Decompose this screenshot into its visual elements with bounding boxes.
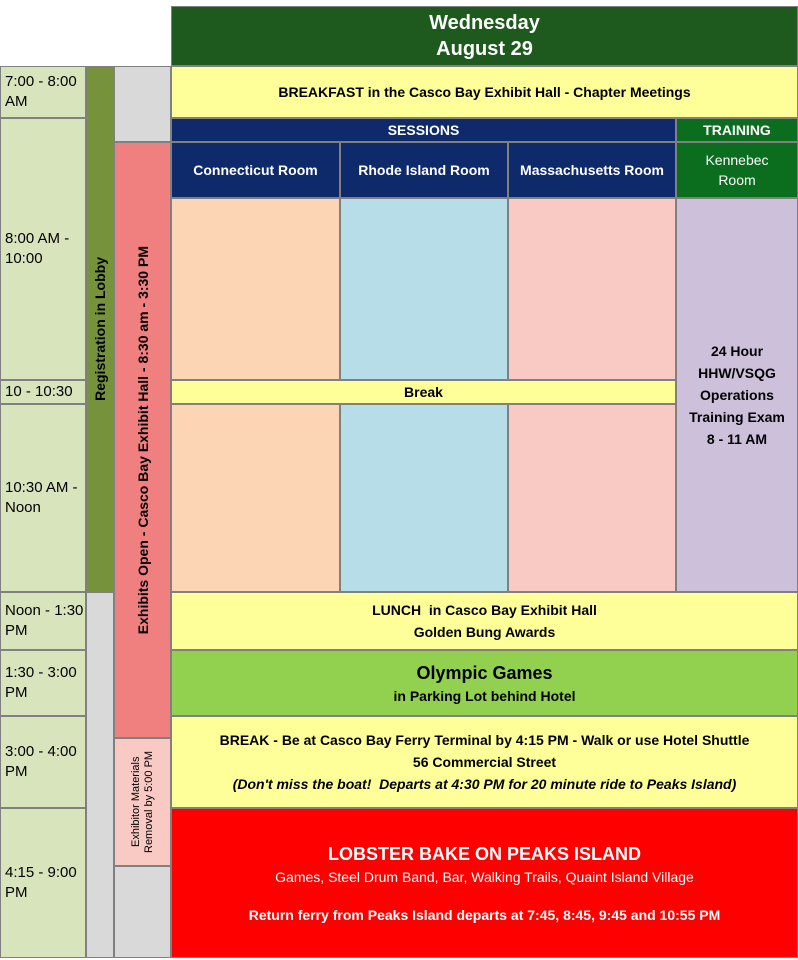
afternoon-break-line-1: BREAK - Be at Casco Bay Ferry Terminal by 4:15 PM - Walk or use Hotel Shuttle <box>219 732 750 748</box>
time-slot-break-afternoon: 3:00 - 4:00 PM <box>0 716 86 808</box>
room-rhode-island: Rhode Island Room <box>340 142 508 198</box>
room-kennebec-label: Kennebec Room <box>705 152 769 188</box>
lunch-line-1: LUNCH in Casco Bay Exhibit Hall <box>372 602 597 618</box>
olympic-row <box>171 650 798 716</box>
lobster-subtitle: Games, Steel Drum Band, Bar, Walking Trails, Quaint Island Village <box>275 869 694 885</box>
time-slot-break: 10 - 10:30 <box>0 380 86 404</box>
time-slot-late-morning: 10:30 AM - Noon <box>0 404 86 592</box>
registration-block <box>86 66 114 592</box>
lobster-title: LOBSTER BAKE ON PEAKS ISLAND <box>327 844 642 864</box>
registration-empty <box>86 592 114 958</box>
session-rhode-island-late <box>340 404 508 592</box>
afternoon-break-line-2: 56 Commercial Street <box>412 754 557 770</box>
lunch-line-2: Golden Bung Awards <box>413 624 556 640</box>
exhibits-gray-top <box>114 66 171 142</box>
day-header <box>171 6 798 66</box>
day-date: August 29 <box>436 38 533 60</box>
break-row: Break <box>171 380 676 404</box>
lunch-row <box>171 592 798 650</box>
session-massachusetts-morning <box>508 198 676 380</box>
sessions-header: SESSIONS <box>171 118 676 142</box>
exhibits-block <box>114 142 171 738</box>
training-header: TRAINING <box>676 118 798 142</box>
session-connecticut-late <box>171 404 340 592</box>
lobster-ferry: Return ferry from Peaks Island departs at 7:45, 8:45, 9:45 and 10:55 PM <box>248 907 721 923</box>
olympic-title: Olympic Games <box>416 663 553 683</box>
time-slot-breakfast: 7:00 - 8:00 AM <box>0 66 86 118</box>
training-block <box>676 198 798 592</box>
exhibitor-removal-block <box>114 738 171 866</box>
day-title: Wednesday <box>429 12 540 34</box>
session-connecticut-morning <box>171 198 340 380</box>
time-slot-evening: 4:15 - 9:00 PM <box>0 808 86 958</box>
exhibits-gray-bottom <box>114 866 171 958</box>
afternoon-break-row <box>171 716 798 808</box>
room-kennebec <box>676 142 798 198</box>
session-rhode-island-morning <box>340 198 508 380</box>
exhibitor-removal-label: Exhibitor Materials Removal by 5:00 PM <box>129 750 155 854</box>
exhibits-label: Exhibits Open - Casco Bay Exhibit Hall - 8:30 am - 3:30 PM <box>134 245 151 635</box>
training-block-label: 24 Hour HHW/VSQG Operations Training Exam 8 - 11 AM <box>689 343 785 447</box>
registration-label: Registration in Lobby <box>92 257 108 401</box>
time-slot-lunch: Noon - 1:30 PM <box>0 592 86 650</box>
afternoon-break-line-3: (Don't miss the boat! Departs at 4:30 PM for 20 minute ride to Peaks Island) <box>232 776 737 792</box>
room-massachusetts: Massachusetts Room <box>508 142 676 198</box>
time-slot-morning: 8:00 AM - 10:00 <box>0 118 86 380</box>
room-connecticut: Connecticut Room <box>171 142 340 198</box>
time-slot-olympic: 1:30 - 3:00 PM <box>0 650 86 716</box>
olympic-subtitle: in Parking Lot behind Hotel <box>393 688 576 704</box>
session-massachusetts-late <box>508 404 676 592</box>
lobster-bake-row <box>171 808 798 958</box>
breakfast-row: BREAKFAST in the Casco Bay Exhibit Hall - Chapter Meetings <box>171 66 798 118</box>
